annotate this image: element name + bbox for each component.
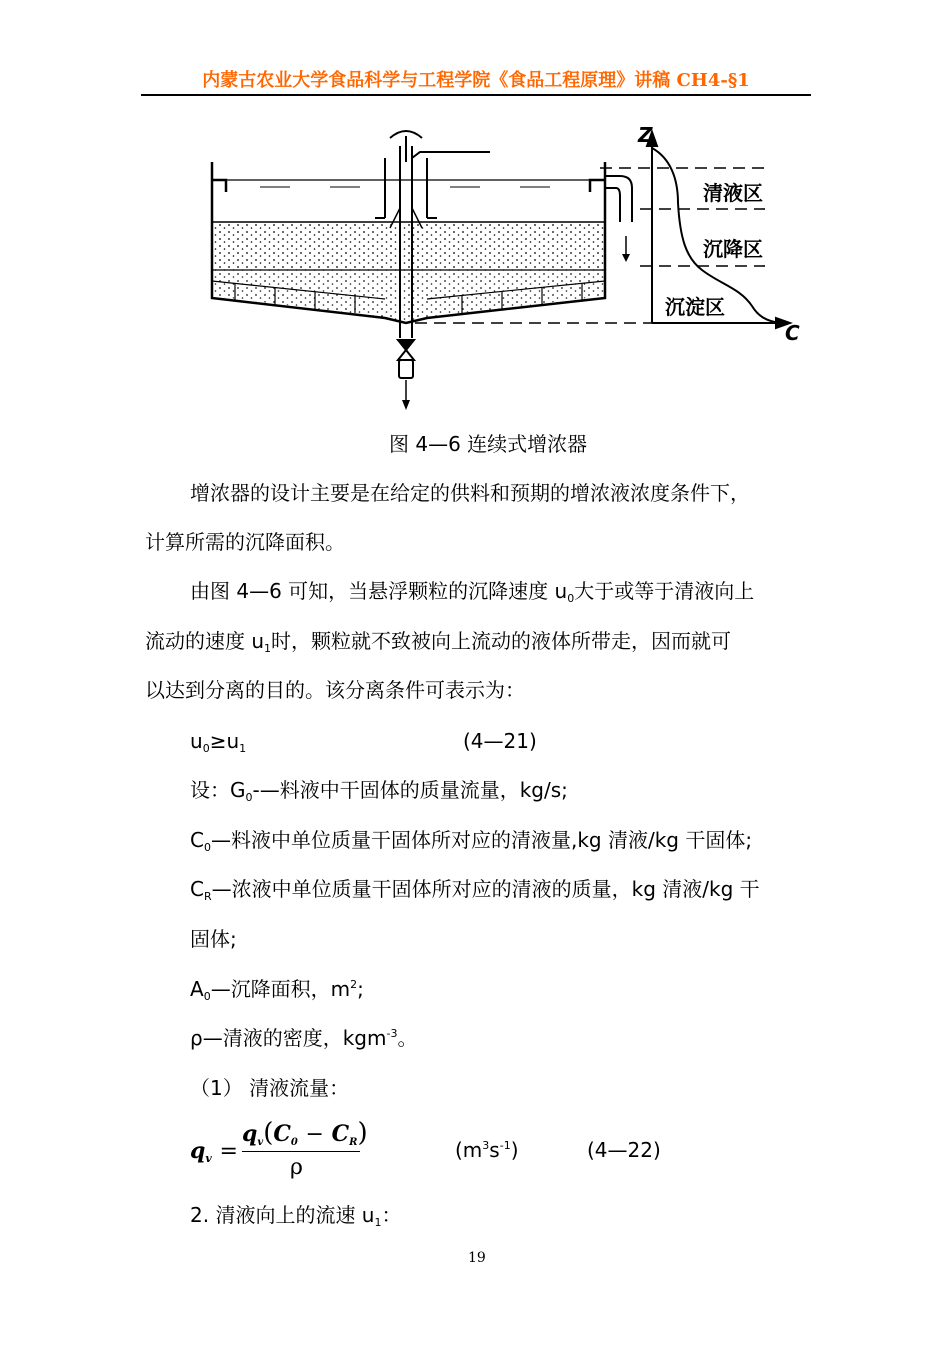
paragraph-2-line-3: 以达到分离的目的。该分离条件可表示为：	[145, 678, 525, 702]
formula-4-22	[190, 1118, 370, 1182]
overflow-pipe	[605, 176, 632, 222]
thickener-figure	[200, 118, 820, 418]
separation-condition: $u_0\ge u_1$	[190, 729, 247, 755]
paragraph-1-line-2: 计算所需的沉降面积。	[145, 530, 345, 554]
section-1-heading: （1） 清液流量：	[190, 1076, 350, 1100]
figure-caption: 图 4—6 连续式增浓器	[389, 432, 588, 456]
axis-c-label: C	[785, 321, 800, 345]
equation-number-4-21: (4—21)	[463, 729, 537, 753]
feed-pipe	[412, 152, 490, 158]
formula-lhs: qv =	[190, 1138, 238, 1165]
definition-cr-continued: 固体;	[190, 927, 237, 951]
paragraph-2-line-2: 流动的速度 $u_1$时，颗粒就不致被向上流动的液体所带走，因而就可	[145, 629, 732, 655]
section-2-heading: 2. 清液向上的流速 $u_1$：	[190, 1203, 402, 1229]
zone-sediment-label: 沉淀区	[665, 295, 725, 319]
paragraph-2-line-1: 由图 4—6 可知，当悬浮颗粒的沉降速度 $u_0$大于或等于清液向上	[190, 579, 755, 605]
underflow-outlet	[398, 323, 414, 378]
definition-c0: $C_0—$料液中单位质量干固体所对应的清液量,kg 清液/kg 干固体;	[190, 828, 753, 854]
zone-clear-label: 清液区	[703, 181, 763, 205]
page-header: 内蒙古农业大学食品科学与工程学院《食品工程原理》讲稿 CH4-§1	[202, 70, 750, 91]
settling-zone-particles	[213, 223, 604, 270]
page-number: 19	[468, 1250, 486, 1266]
fraction-bar	[242, 1151, 360, 1152]
formula-numerator: qv(C0 − CR)	[242, 1118, 368, 1148]
formula-denominator: ρ	[290, 1155, 303, 1180]
definition-a0: $A_0—$沉降面积，$m^2$;	[190, 977, 364, 1003]
axis-z-label: Z	[638, 123, 653, 147]
definition-g0: 设：$G_0-—$料液中干固体的质量流量，kg/s;	[190, 778, 568, 804]
definition-cr: $C_R—$浓液中单位质量干固体所对应的清液的质量，kg 清液/kg 干	[190, 877, 760, 903]
formula-unit: $(m^3s^{-1})$	[455, 1138, 519, 1162]
equation-number-4-22: (4—22)	[587, 1138, 661, 1162]
definition-rho: ρ—清液的密度，kgm$^{-3}$。	[190, 1026, 418, 1050]
header-divider	[141, 94, 811, 96]
feed-well	[375, 158, 437, 218]
zone-settling-label: 沉降区	[703, 237, 763, 261]
sediment-layer	[213, 270, 604, 322]
paragraph-1-line-1: 增浓器的设计主要是在给定的供料和预期的增浓液浓度条件下，	[190, 481, 750, 505]
